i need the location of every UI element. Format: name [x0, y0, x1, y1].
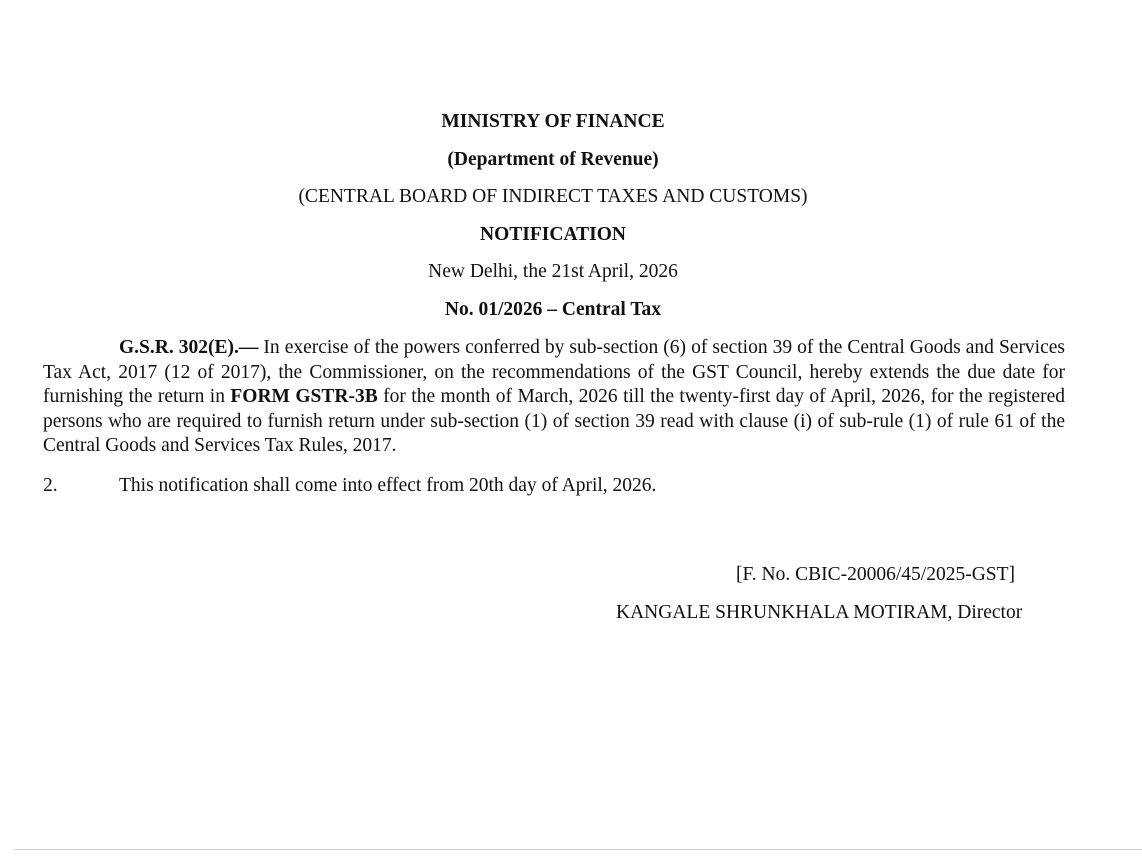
paragraph-2: [43, 474, 1065, 498]
gsr-reference: G.S.R. 302(E).—: [119, 337, 259, 358]
notification-title: NOTIFICATION: [480, 224, 626, 245]
place-date-line: New Delhi, the 21st April, 2026: [428, 261, 678, 282]
paragraph-1: [43, 336, 1065, 459]
bottom-divider: [14, 849, 1142, 850]
signatory: KANGALE SHRUNKHALA MOTIRAM, Director: [616, 602, 1023, 623]
notification-number: No. 01/2026 – Central Tax: [444, 299, 662, 320]
ministry-heading: MINISTRY OF FINANCE: [441, 111, 665, 132]
form-name: FORM GSTR-3B: [230, 386, 378, 408]
paragraph-2-number: 2.: [43, 475, 58, 496]
paragraph-2-text: This notification shall come into effect from 20th day of April, 2026.: [119, 475, 657, 496]
department-heading: (Department of Revenue): [447, 149, 659, 170]
paragraph-1-text-b: for the month of March, 2026 till the twenty-first day of April, 2026, for the registered persons who are required to furnish return under sub-section (1) of section 39 read with clause (i) of sub-rule (1) of rule 61 of the Central Goods and Services Tax Rules, 2017.: [43, 386, 1065, 457]
file-number: [F. No. CBIC-20006/45/2025-GST]: [736, 564, 1016, 585]
paragraph-1-text-a: In exercise of the powers conferred by sub-section (6) of section 39 of the Central Goods and Services Tax Act, 2017 (12 of 2017), the Commissioner, on the recommendations of the GST Council, hereby extends the due date for furnishing the return in: [43, 337, 1066, 408]
board-heading: (CENTRAL BOARD OF INDIRECT TAXES AND CUSTOMS): [298, 186, 808, 207]
